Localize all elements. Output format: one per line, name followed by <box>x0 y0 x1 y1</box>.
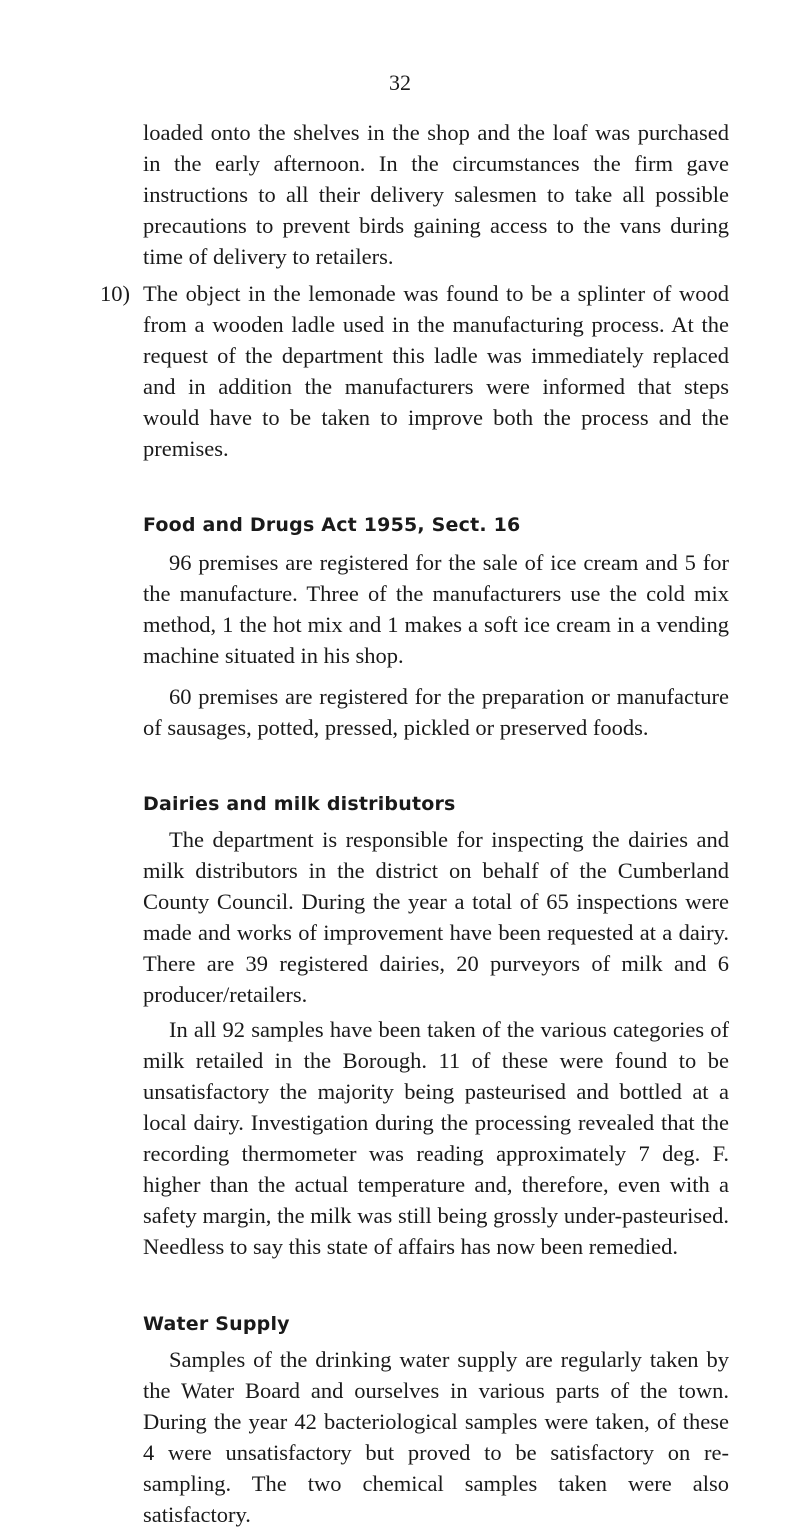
continuation-paragraph: loaded onto the shelves in the shop and the loaf was purchased in the early afternoon. In the circumstances the firm gave instructions to all their delivery salesmen to take all possible precautions to prevent birds gaining access to the vans during time of delivery to retailers. <box>143 120 729 269</box>
section-heading-water-supply: Water Supply <box>143 1313 290 1335</box>
paragraph: In all 92 samples have been taken of the various categories of milk retailed in the Borough. 11 of these were found to be unsatisfactory the majority being pasteurised and bottled at a local dairy. Investigation during the processing revealed that the recording thermometer was reading approximately 7 deg. F. higher than the actual temperature and, therefore, even with a safety margin, the milk was still being grossly under-pasteurised. Needless to say this state of affairs has now been remedied. <box>143 1017 729 1259</box>
item-number: 10) <box>100 281 130 306</box>
paragraph: 60 premises are registered for the preparation or manufacture of sausages, potted, pressed, pickled or preserved foods. <box>143 684 729 740</box>
item-text: The object in the lemonade was found to be a splinter of wood from a wooden ladle used in the manufacturing process. At the request of the department this ladle was immediately replaced and in addition the manufacturers were informed that steps would have to be taken to improve both the process and the premises. <box>143 281 729 461</box>
body-text <box>100 117 729 1530</box>
paragraph: The department is responsible for inspecting the dairies and milk distributors in the district on behalf of the Cumberland County Council. During the year a total of 65 inspections were made and works of improvement have been requested at a dairy. There are 39 registered dairies, 20 purveyors of milk and 6 producer/retailers. <box>143 827 729 1007</box>
section-heading-food-drugs: Food and Drugs Act 1955, Sect. 16 <box>143 514 521 536</box>
page-number: 32 <box>389 70 411 95</box>
numbered-item-10 <box>100 278 729 464</box>
paragraph: 96 premises are registered for the sale of ice cream and 5 for the manufacture. Three of the manufacturers use the cold mix method, 1 the hot mix and 1 makes a soft ice cream in a vending machine situated in his shop. <box>143 550 729 668</box>
paragraph: Samples of the drinking water supply are regularly taken by the Water Board and ourselves in various parts of the town. During the year 42 bacteriological samples were taken, of these 4 were unsatisfactory but proved to be satisfactory on re-sampling. The two chemical samples taken were also satisfactory. <box>143 1347 729 1527</box>
section-heading-dairies: Dairies and milk distributors <box>143 793 456 815</box>
